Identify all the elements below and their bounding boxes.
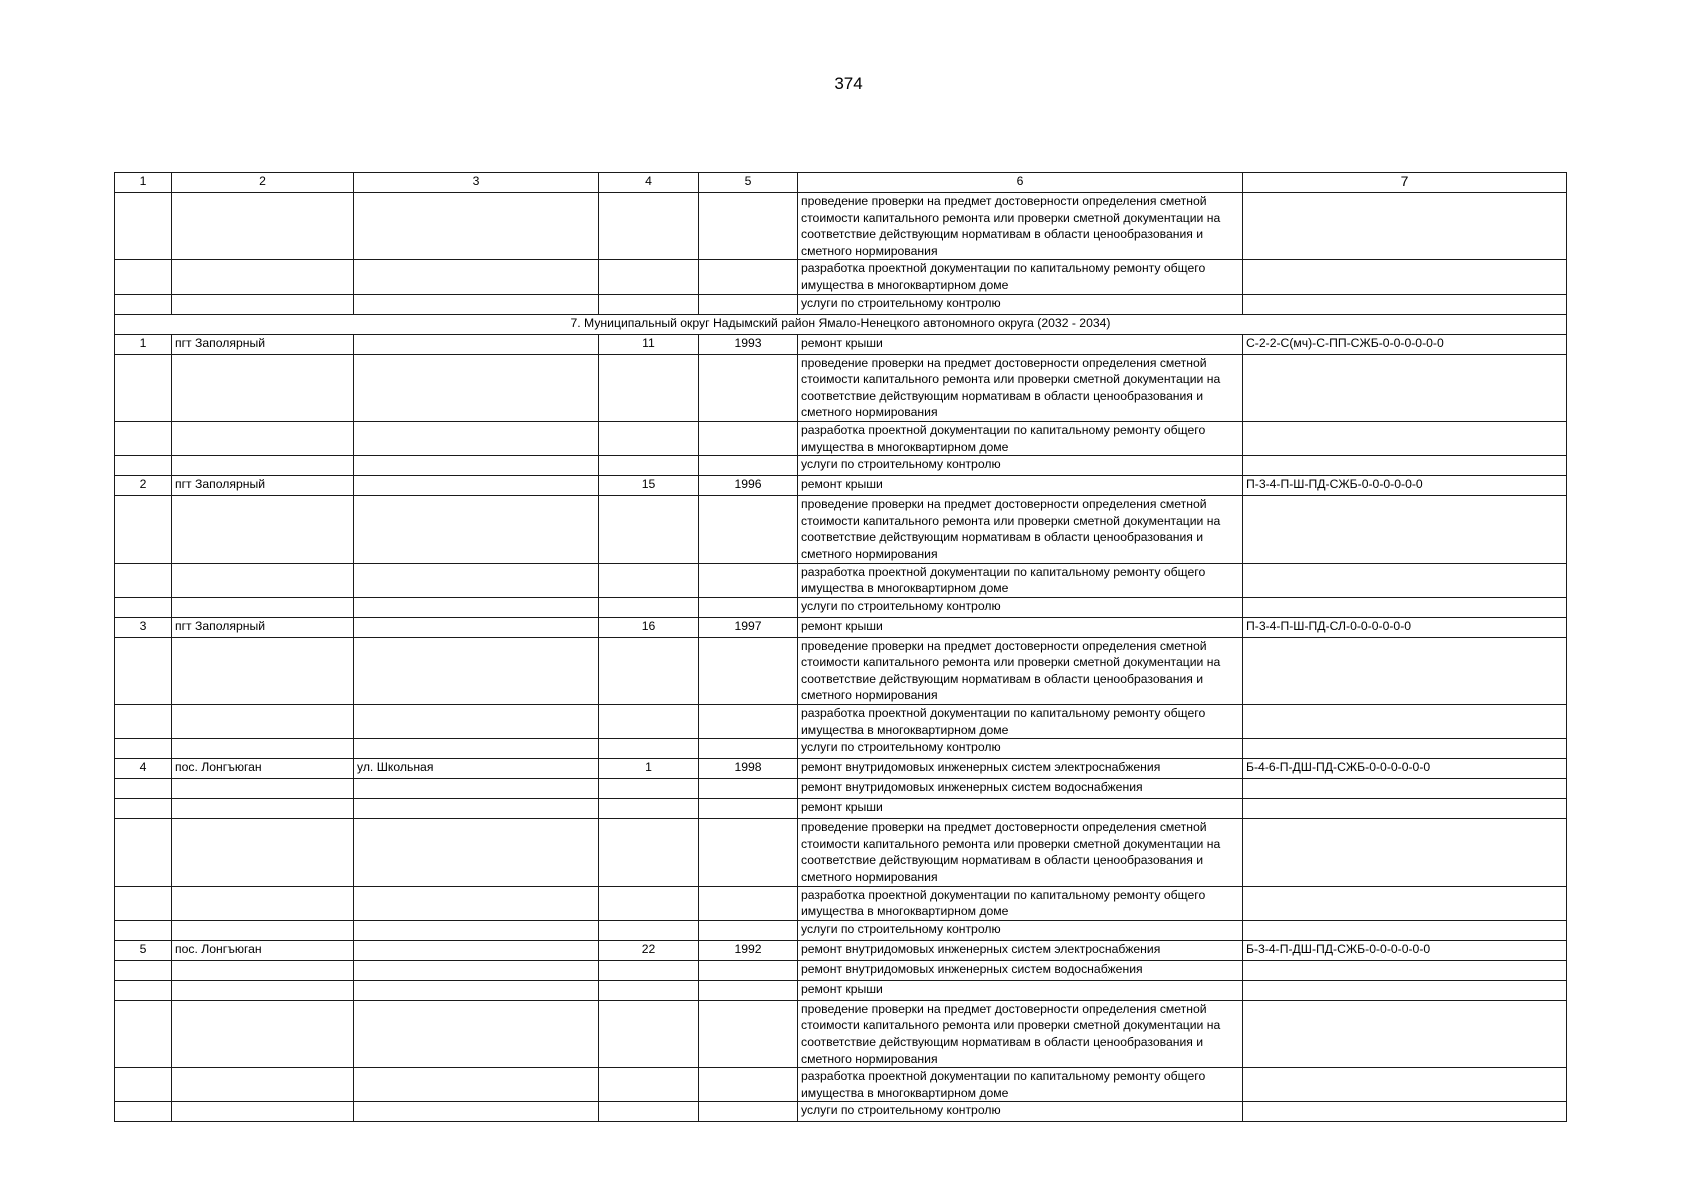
cell-house	[599, 1000, 699, 1067]
cell-building-code	[1243, 597, 1567, 617]
table-row	[115, 354, 1567, 421]
cell-building-code	[1243, 1068, 1567, 1102]
cell-house	[599, 193, 699, 260]
cell-building-code: Б-4-6-П-ДШ-ПД-СЖБ-0-0-0-0-0-0	[1243, 759, 1567, 779]
table-row	[115, 705, 1567, 739]
cell-settlement	[172, 920, 354, 940]
cell-settlement	[172, 739, 354, 759]
column-header: 2	[172, 173, 354, 193]
cell-building-code	[1243, 705, 1567, 739]
cell-number	[115, 597, 172, 617]
cell-number	[115, 799, 172, 819]
cell-work-type: разработка проектной документации по капитальному ремонту общего имущества в многоквартирном доме	[798, 260, 1243, 294]
cell-work-type: разработка проектной документации по капитальному ремонту общего имущества в многоквартирном доме	[798, 563, 1243, 597]
cell-street	[354, 1000, 599, 1067]
cell-settlement	[172, 637, 354, 704]
cell-house	[599, 886, 699, 920]
cell-house: 1	[599, 759, 699, 779]
table-body	[115, 173, 1567, 1122]
cell-street	[354, 597, 599, 617]
cell-year: 1996	[699, 476, 798, 496]
cell-number	[115, 980, 172, 1000]
column-header: 3	[354, 173, 599, 193]
cell-number: 1	[115, 334, 172, 354]
cell-street	[354, 705, 599, 739]
cell-settlement	[172, 779, 354, 799]
cell-number	[115, 421, 172, 455]
cell-building-code	[1243, 980, 1567, 1000]
table-row	[115, 960, 1567, 980]
cell-building-code: П-3-4-П-Ш-ПД-СЛ-0-0-0-0-0-0	[1243, 617, 1567, 637]
cell-street	[354, 819, 599, 886]
cell-year	[699, 779, 798, 799]
cell-street	[354, 940, 599, 960]
table-row	[115, 1000, 1567, 1067]
table-row	[115, 759, 1567, 779]
cell-settlement: пгт Заполярный	[172, 617, 354, 637]
cell-building-code	[1243, 799, 1567, 819]
cell-year	[699, 799, 798, 819]
cell-work-type: ремонт крыши	[798, 334, 1243, 354]
cell-number	[115, 354, 172, 421]
cell-settlement	[172, 456, 354, 476]
cell-year	[699, 1068, 798, 1102]
cell-work-type: услуги по строительному контролю	[798, 739, 1243, 759]
cell-year	[699, 456, 798, 476]
cell-settlement	[172, 193, 354, 260]
cell-street	[354, 354, 599, 421]
cell-number	[115, 294, 172, 314]
cell-settlement	[172, 705, 354, 739]
table-row	[115, 819, 1567, 886]
cell-work-type: ремонт крыши	[798, 799, 1243, 819]
table-row	[115, 597, 1567, 617]
cell-settlement: пгт Заполярный	[172, 476, 354, 496]
table-row	[115, 334, 1567, 354]
cell-year	[699, 597, 798, 617]
cell-number	[115, 705, 172, 739]
cell-house	[599, 260, 699, 294]
column-header: 1	[115, 173, 172, 193]
cell-house	[599, 637, 699, 704]
cell-street	[354, 617, 599, 637]
cell-year	[699, 563, 798, 597]
section-title: 7. Муниципальный округ Надымский район Ямало-Ненецкого автономного округа (2032 - 2034)	[115, 314, 1567, 334]
cell-work-type: проведение проверки на предмет достоверности определения сметной стоимости капитального ремонта или проверки сметной документации на соответствие действующим нормативам в области ценообразования и сметного нормирования	[798, 354, 1243, 421]
cell-work-type: проведение проверки на предмет достоверности определения сметной стоимости капитального ремонта или проверки сметной документации на соответствие действующим нормативам в области ценообразования и сметного нормирования	[798, 637, 1243, 704]
cell-building-code: С-2-2-С(мч)-С-ПП-СЖБ-0-0-0-0-0-0	[1243, 334, 1567, 354]
cell-year: 1997	[699, 617, 798, 637]
cell-work-type: услуги по строительному контролю	[798, 1102, 1243, 1122]
cell-street	[354, 260, 599, 294]
table-row	[115, 940, 1567, 960]
cell-number	[115, 563, 172, 597]
cell-house	[599, 980, 699, 1000]
table-row	[115, 476, 1567, 496]
table-row	[115, 799, 1567, 819]
cell-year	[699, 920, 798, 940]
cell-building-code	[1243, 354, 1567, 421]
cell-street	[354, 294, 599, 314]
cell-building-code	[1243, 739, 1567, 759]
cell-building-code: Б-3-4-П-ДШ-ПД-СЖБ-0-0-0-0-0-0	[1243, 940, 1567, 960]
column-header: 7	[1243, 173, 1567, 193]
cell-street	[354, 456, 599, 476]
table-row	[115, 421, 1567, 455]
table-row	[115, 294, 1567, 314]
cell-year: 1992	[699, 940, 798, 960]
section-row	[115, 314, 1567, 334]
cell-work-type: ремонт внутридомовых инженерных систем водоснабжения	[798, 960, 1243, 980]
cell-year	[699, 496, 798, 563]
cell-building-code	[1243, 456, 1567, 476]
cell-street	[354, 476, 599, 496]
cell-work-type: услуги по строительному контролю	[798, 597, 1243, 617]
cell-street: ул. Школьная	[354, 759, 599, 779]
cell-number	[115, 920, 172, 940]
cell-building-code	[1243, 819, 1567, 886]
cell-settlement	[172, 496, 354, 563]
cell-house	[599, 421, 699, 455]
cell-house	[599, 354, 699, 421]
cell-building-code	[1243, 920, 1567, 940]
cell-year	[699, 705, 798, 739]
cell-number: 4	[115, 759, 172, 779]
capital-repair-table	[114, 172, 1567, 1122]
cell-street	[354, 563, 599, 597]
column-header: 4	[599, 173, 699, 193]
table-row	[115, 1068, 1567, 1102]
cell-building-code	[1243, 1000, 1567, 1067]
cell-work-type: ремонт крыши	[798, 980, 1243, 1000]
cell-street	[354, 421, 599, 455]
cell-building-code	[1243, 960, 1567, 980]
table-row	[115, 496, 1567, 563]
table-row	[115, 980, 1567, 1000]
cell-house: 16	[599, 617, 699, 637]
cell-work-type: разработка проектной документации по капитальному ремонту общего имущества в многоквартирном доме	[798, 705, 1243, 739]
cell-street	[354, 960, 599, 980]
cell-number: 2	[115, 476, 172, 496]
cell-house	[599, 920, 699, 940]
cell-year	[699, 1000, 798, 1067]
cell-settlement	[172, 980, 354, 1000]
cell-settlement: пос. Лонгъюган	[172, 940, 354, 960]
cell-building-code	[1243, 779, 1567, 799]
cell-work-type: услуги по строительному контролю	[798, 920, 1243, 940]
header-row	[115, 173, 1567, 193]
cell-house	[599, 779, 699, 799]
table-row	[115, 779, 1567, 799]
cell-house: 11	[599, 334, 699, 354]
cell-house	[599, 456, 699, 476]
cell-street	[354, 1102, 599, 1122]
cell-street	[354, 920, 599, 940]
cell-house	[599, 960, 699, 980]
cell-settlement	[172, 886, 354, 920]
cell-house	[599, 799, 699, 819]
cell-year: 1998	[699, 759, 798, 779]
cell-work-type: ремонт внутридомовых инженерных систем электроснабжения	[798, 940, 1243, 960]
cell-work-type: разработка проектной документации по капитальному ремонту общего имущества в многоквартирном доме	[798, 886, 1243, 920]
cell-number	[115, 960, 172, 980]
cell-settlement	[172, 294, 354, 314]
cell-year	[699, 637, 798, 704]
table-row	[115, 886, 1567, 920]
cell-work-type: проведение проверки на предмет достоверности определения сметной стоимости капитального ремонта или проверки сметной документации на соответствие действующим нормативам в области ценообразования и сметного нормирования	[798, 1000, 1243, 1067]
cell-street	[354, 496, 599, 563]
cell-house	[599, 819, 699, 886]
cell-building-code	[1243, 294, 1567, 314]
cell-number: 3	[115, 617, 172, 637]
cell-house	[599, 496, 699, 563]
cell-year	[699, 354, 798, 421]
cell-year	[699, 1102, 798, 1122]
table-row	[115, 920, 1567, 940]
cell-street	[354, 637, 599, 704]
cell-number	[115, 739, 172, 759]
cell-number	[115, 1102, 172, 1122]
cell-building-code	[1243, 563, 1567, 597]
cell-building-code	[1243, 421, 1567, 455]
cell-work-type: ремонт внутридомовых инженерных систем водоснабжения	[798, 779, 1243, 799]
cell-work-type: услуги по строительному контролю	[798, 294, 1243, 314]
cell-street	[354, 886, 599, 920]
cell-year	[699, 819, 798, 886]
cell-work-type: ремонт крыши	[798, 617, 1243, 637]
cell-number	[115, 1000, 172, 1067]
cell-building-code	[1243, 1102, 1567, 1122]
cell-year	[699, 294, 798, 314]
column-header: 5	[699, 173, 798, 193]
cell-house	[599, 563, 699, 597]
cell-settlement	[172, 1102, 354, 1122]
cell-number	[115, 819, 172, 886]
cell-house	[599, 705, 699, 739]
cell-settlement	[172, 260, 354, 294]
page-number: 374	[834, 74, 863, 93]
cell-settlement	[172, 354, 354, 421]
cell-settlement	[172, 1068, 354, 1102]
cell-settlement	[172, 421, 354, 455]
cell-work-type: проведение проверки на предмет достоверности определения сметной стоимости капитального ремонта или проверки сметной документации на соответствие действующим нормативам в области ценообразования и сметного нормирования	[798, 819, 1243, 886]
cell-year	[699, 980, 798, 1000]
table-row	[115, 563, 1567, 597]
cell-house	[599, 597, 699, 617]
cell-number	[115, 193, 172, 260]
cell-number	[115, 260, 172, 294]
cell-year	[699, 421, 798, 455]
cell-house	[599, 739, 699, 759]
cell-street	[354, 779, 599, 799]
cell-work-type: разработка проектной документации по капитальному ремонту общего имущества в многоквартирном доме	[798, 1068, 1243, 1102]
cell-number: 5	[115, 940, 172, 960]
cell-settlement	[172, 563, 354, 597]
cell-year	[699, 886, 798, 920]
cell-year: 1993	[699, 334, 798, 354]
cell-work-type: ремонт крыши	[798, 476, 1243, 496]
cell-building-code	[1243, 637, 1567, 704]
cell-year	[699, 960, 798, 980]
table-row	[115, 193, 1567, 260]
cell-street	[354, 1068, 599, 1102]
cell-number	[115, 1068, 172, 1102]
cell-house	[599, 294, 699, 314]
table-row	[115, 260, 1567, 294]
cell-building-code: П-3-4-П-Ш-ПД-СЖБ-0-0-0-0-0-0	[1243, 476, 1567, 496]
cell-work-type: ремонт внутридомовых инженерных систем электроснабжения	[798, 759, 1243, 779]
cell-house	[599, 1102, 699, 1122]
cell-settlement: пгт Заполярный	[172, 334, 354, 354]
cell-street	[354, 799, 599, 819]
cell-number	[115, 779, 172, 799]
table-row	[115, 456, 1567, 476]
cell-settlement: пос. Лонгъюган	[172, 759, 354, 779]
table-row	[115, 1102, 1567, 1122]
cell-building-code	[1243, 496, 1567, 563]
cell-house	[599, 1068, 699, 1102]
column-header: 6	[798, 173, 1243, 193]
cell-work-type: разработка проектной документации по капитальному ремонту общего имущества в многоквартирном доме	[798, 421, 1243, 455]
cell-building-code	[1243, 260, 1567, 294]
cell-settlement	[172, 960, 354, 980]
cell-street	[354, 193, 599, 260]
cell-work-type: услуги по строительному контролю	[798, 456, 1243, 476]
cell-number	[115, 637, 172, 704]
cell-year	[699, 193, 798, 260]
cell-street	[354, 980, 599, 1000]
table-row	[115, 637, 1567, 704]
cell-settlement	[172, 799, 354, 819]
table-row	[115, 739, 1567, 759]
cell-house: 22	[599, 940, 699, 960]
cell-number	[115, 886, 172, 920]
cell-year	[699, 260, 798, 294]
cell-house: 15	[599, 476, 699, 496]
cell-street	[354, 739, 599, 759]
cell-building-code	[1243, 886, 1567, 920]
cell-year	[699, 739, 798, 759]
table-row	[115, 617, 1567, 637]
cell-building-code	[1243, 193, 1567, 260]
cell-number	[115, 496, 172, 563]
cell-settlement	[172, 819, 354, 886]
cell-work-type: проведение проверки на предмет достоверности определения сметной стоимости капитального ремонта или проверки сметной документации на соответствие действующим нормативам в области ценообразования и сметного нормирования	[798, 193, 1243, 260]
cell-settlement	[172, 597, 354, 617]
cell-work-type: проведение проверки на предмет достоверности определения сметной стоимости капитального ремонта или проверки сметной документации на соответствие действующим нормативам в области ценообразования и сметного нормирования	[798, 496, 1243, 563]
cell-street	[354, 334, 599, 354]
cell-settlement	[172, 1000, 354, 1067]
cell-number	[115, 456, 172, 476]
